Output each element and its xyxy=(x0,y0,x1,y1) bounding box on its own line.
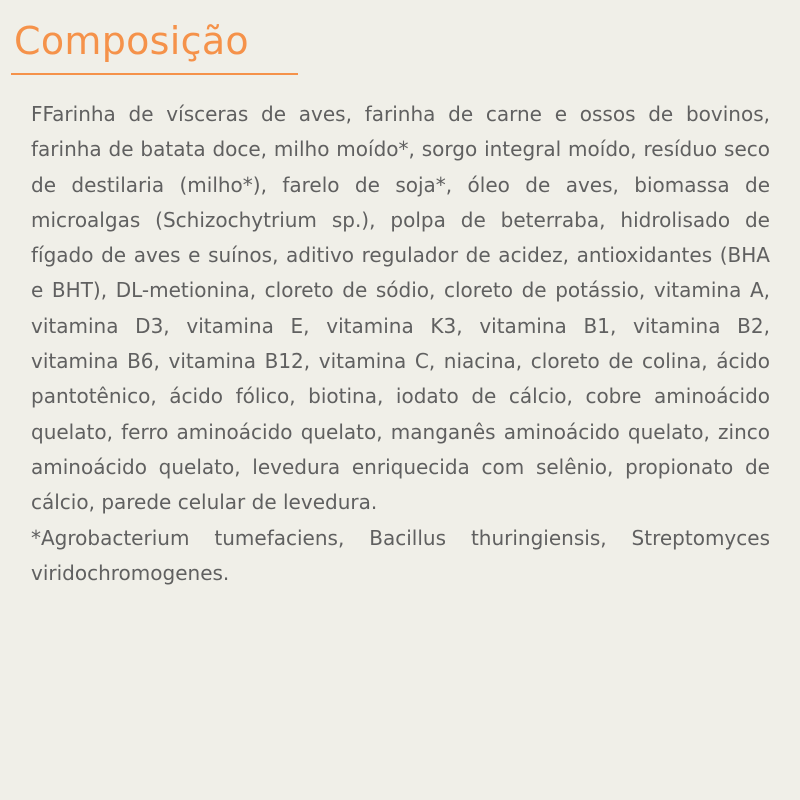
composition-section xyxy=(31,97,770,591)
ingredients-list: FFarinha de vísceras de aves, farinha de carne e ossos de bovinos, farinha de batata doce, milho moído*, sorgo integral moído, resíduo seco de destilaria (milho*), farelo de soja*, óleo de aves, biomassa de microalgas (Schizochytrium sp.), polpa de beterraba, hidrolisado de fígado de aves e suínos, aditivo regulador de acidez, antioxidantes (BHA e BHT), DL-metionina, cloreto de sódio, cloreto de potássio, vitamina A, vitamina D3, vitamina E, vitamina K3, vitamina B1, vitamina B2, vitamina B6, vitamina B12, vitamina C, niacina, cloreto de colina, ácido pantotênico, ácido fólico, biotina, iodato de cálcio, cobre aminoácido quelato, ferro aminoácido quelato, manganês aminoácido quelato, zinco aminoácido quelato, levedura enriquecida com selênio, propionato de cálcio, parede celular de levedura. xyxy=(31,102,770,515)
page-title: Composição xyxy=(14,19,249,63)
title-underline xyxy=(11,73,298,75)
footnote: *Agrobacterium tumefaciens, Bacillus thuringiensis, Streptomyces viridochromogenes. xyxy=(31,525,770,585)
